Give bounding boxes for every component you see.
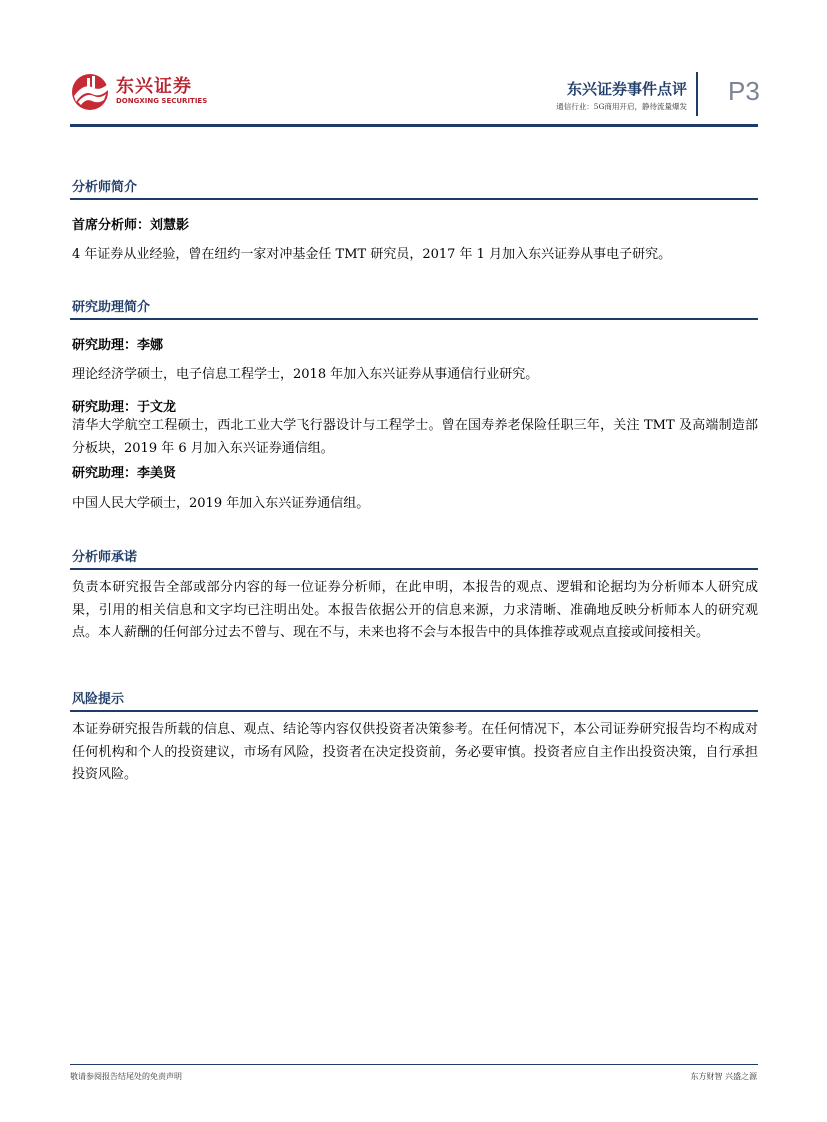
section-title: 风险提示 xyxy=(72,692,125,707)
assistant-name-1: 研究助理：李娜 xyxy=(72,338,164,353)
assistant-name-3: 研究助理：李美贤 xyxy=(72,466,177,481)
assistant-bio-3: 中国人民大学硕士，2019 年加入东兴证券通信组。 xyxy=(72,496,370,511)
page-header xyxy=(0,0,827,130)
logo-mark-icon xyxy=(70,72,112,112)
section-heading-assistants xyxy=(70,296,758,320)
footer-disclaimer-note: 敬请参阅报告结尾处的免责声明 xyxy=(70,1072,182,1081)
commitment-text: 负责本研究报告全部或部分内容的每一位证券分析师，在此申明，本报告的观点、逻辑和论据均为分析师本人研究成果，引用的相关信息和文字均已注明出处。本报告依据公开的信息来源，力求清晰、准确地反映分析师本人的研究观点。本人薪酬的任何部分过去不曾与、现在不与，未来也将不会与本报告中的具体推荐或观点直接或间接相关。 xyxy=(72,580,758,640)
company-logo xyxy=(70,72,208,112)
logo-chinese-name: 东兴证券 xyxy=(116,76,192,97)
assistant-name-2: 研究助理：于文龙 xyxy=(72,400,177,415)
section-heading-analyst xyxy=(70,176,758,200)
section-heading-commitment xyxy=(70,546,758,570)
footer-rule xyxy=(70,1064,758,1065)
page-number: P3 xyxy=(728,76,760,106)
report-title: 东兴证券事件点评 xyxy=(566,80,687,98)
header-divider xyxy=(696,72,698,116)
assistant-bio-2: 清华大学航空工程硕士，西北工业大学飞行器设计与工程学士。曾在国寿养老保险任职三年，关注 TMT 及高端制造部分板块，2019 年 6 月加入东兴证券通信组。 xyxy=(72,418,758,456)
risk-text: 本证券研究报告所载的信息、观点、结论等内容仅供投资者决策参考。在任何情况下，本公司证券研究报告均不构成对任何机构和个人的投资建议，市场有风险，投资者在决定投资前，务必要审慎。投资者应自主作出投资决策，自行承担投资风险。 xyxy=(72,722,758,782)
section-title: 研究助理简介 xyxy=(72,300,151,315)
analyst-name: 首席分析师：刘慧影 xyxy=(72,218,190,233)
logo-english-name: DONGXING SECURITIES xyxy=(116,97,208,105)
assistant-bio-1: 理论经济学硕士，电子信息工程学士，2018 年加入东兴证券从事通信行业研究。 xyxy=(72,367,539,382)
section-heading-risk xyxy=(70,688,758,712)
section-title: 分析师简介 xyxy=(72,180,138,195)
footer-slogan: 东方财智 兴盛之源 xyxy=(690,1072,757,1081)
section-title: 分析师承诺 xyxy=(72,550,138,565)
analyst-bio: 4 年证券从业经验，曾在纽约一家对冲基金任 TMT 研究员，2017 年 1 月加入东兴证券从事电子研究。 xyxy=(72,247,672,262)
header-rule xyxy=(70,124,758,127)
report-subtitle: 通信行业：5G商用开启，静待流量爆发 xyxy=(556,102,687,111)
